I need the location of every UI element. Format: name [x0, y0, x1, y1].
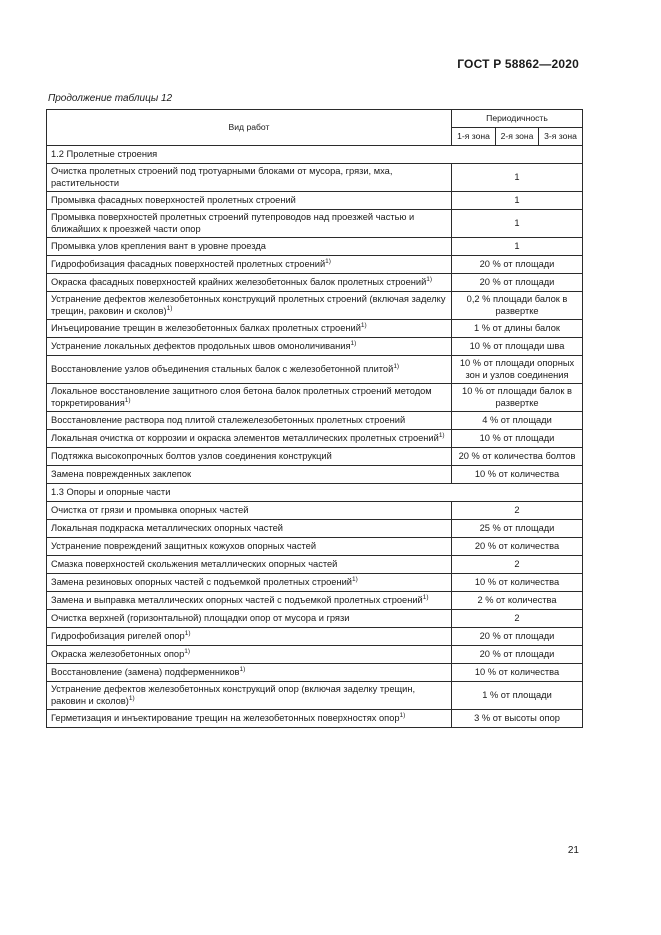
work-cell [47, 192, 452, 210]
work-text: Окраска железобетонных опор [51, 648, 185, 659]
periodicity-cell: 20 % от количества болтов [452, 448, 583, 466]
periodicity-cell: 20 % от площади [452, 274, 583, 292]
periodicity-cell: 25 % от площади [452, 520, 583, 538]
column-header-work: Вид работ [47, 110, 452, 146]
periodicity-cell: 2 [452, 502, 583, 520]
work-text: Гидрофобизация фасадных поверхностей пролетных строений [51, 258, 326, 269]
table-row [47, 520, 583, 538]
periodicity-cell: 10 % от площади опорных зон и узлов соединения [452, 356, 583, 384]
work-text: Восстановление узлов объединения стальных балок с железобетонной плитой [51, 363, 394, 374]
work-text: Промывка фасадных поверхностей пролетных строений [51, 194, 296, 205]
footnote-marker: 1) [184, 647, 191, 655]
periodicity-cell: 10 % от количества [452, 574, 583, 592]
work-cell [47, 646, 452, 664]
table-row [47, 338, 583, 356]
work-cell [47, 448, 452, 466]
footnote-marker: 1) [128, 694, 135, 702]
work-cell [47, 338, 452, 356]
work-cell [47, 664, 452, 682]
work-cell [47, 238, 452, 256]
periodicity-cell: 1 [452, 210, 583, 238]
periodicity-cell: 1 % от площади [452, 682, 583, 710]
work-text: Устранение дефектов железобетонных конструкций пролетных строений (включая заделку трещин, раковин и сколов) [51, 294, 446, 316]
work-text: Замена и выправка металлических опорных частей с подъемкой пролетных строений [51, 594, 423, 605]
table-row [47, 448, 583, 466]
work-text: Восстановление раствора под плитой сталежелезобетонных пролетных строений [51, 414, 406, 425]
footnote-marker: 1) [239, 665, 246, 673]
table-row [47, 466, 583, 484]
table-row [47, 192, 583, 210]
column-header-zone-2: 2-я зона [496, 128, 539, 146]
work-cell [47, 356, 452, 384]
periodicity-cell: 20 % от количества [452, 538, 583, 556]
work-text: Восстановление (замена) подферменников [51, 666, 240, 677]
footnote-marker: 1) [350, 339, 357, 347]
work-text: Герметизация и инъектирование трещин на железобетонных поверхностях опор [51, 712, 400, 723]
work-text: Устранение повреждений защитных кожухов опорных частей [51, 540, 317, 551]
footnote-marker: 1) [426, 275, 433, 283]
work-text: Инъецирование трещин в железобетонных балках пролетных строений [51, 322, 361, 333]
periodicity-cell: 2 [452, 556, 583, 574]
periodicity-cell: 10 % от площади шва [452, 338, 583, 356]
table-row [47, 274, 583, 292]
periodicity-cell: 0,2 % площади балок в развертке [452, 292, 583, 320]
work-text: Замена резиновых опорных частей с подъемкой пролетных строений [51, 576, 352, 587]
work-text: Окраска фасадных поверхностей крайних железобетонных балок пролетных строений [51, 276, 427, 287]
periodicity-cell: 1 [452, 238, 583, 256]
table-row [47, 502, 583, 520]
work-cell [47, 710, 452, 728]
document-code: ГОСТ Р 58862—2020 [457, 57, 579, 71]
periodicity-cell: 10 % от количества [452, 664, 583, 682]
work-text: Устранение дефектов железобетонных конструкций опор (включая заделку трещин, раковин и сколов) [51, 684, 416, 706]
table-row [47, 320, 583, 338]
periodicity-cell: 4 % от площади [452, 412, 583, 430]
section-row [47, 484, 583, 502]
work-cell [47, 628, 452, 646]
table-row [47, 646, 583, 664]
work-text: Смазка поверхностей скольжения металлических опорных частей [51, 558, 338, 569]
work-text: Замена поврежденных заклепок [51, 468, 192, 479]
work-text: Локальная подкраска металлических опорных частей [51, 522, 283, 533]
section-title: 1.2 Пролетные строения [47, 146, 583, 164]
work-cell [47, 412, 452, 430]
footnote-marker: 1) [438, 431, 445, 439]
work-cell [47, 592, 452, 610]
periodicity-cell: 2 [452, 610, 583, 628]
work-cell [47, 384, 452, 412]
work-cell [47, 274, 452, 292]
page-number: 21 [567, 845, 579, 856]
table-row [47, 292, 583, 320]
column-header-periodicity: Периодичность [452, 110, 583, 128]
work-cell [47, 520, 452, 538]
work-cell [47, 210, 452, 238]
work-text: Промывка улов крепления вант в уровне проезда [51, 240, 266, 251]
work-cell [47, 682, 452, 710]
footnote-marker: 1) [393, 362, 400, 370]
work-text: Подтяжка высокопрочных болтов узлов соединения конструкций [51, 450, 332, 461]
work-cell [47, 320, 452, 338]
work-cell [47, 502, 452, 520]
work-text: Гидрофобизация ригелей опор [51, 630, 185, 641]
work-text: Локальное восстановление защитного слоя бетона балок пролетных строений методом торкретирования [51, 386, 432, 408]
table-header-row [47, 110, 583, 128]
work-cell [47, 466, 452, 484]
section-title: 1.3 Опоры и опорные части [47, 484, 583, 502]
periodicity-cell: 1 % от длины балок [452, 320, 583, 338]
work-cell [47, 610, 452, 628]
table-row [47, 628, 583, 646]
table-row [47, 430, 583, 448]
table-row [47, 256, 583, 274]
work-cell [47, 430, 452, 448]
table-caption: Продолжение таблицы 12 [48, 93, 173, 104]
periodicity-cell: 10 % от площади балок в развертке [452, 384, 583, 412]
work-text: Очистка от грязи и промывка опорных частей [51, 504, 249, 515]
periodicity-cell: 10 % от площади [452, 430, 583, 448]
table-row [47, 210, 583, 238]
periodicity-cell: 2 % от количества [452, 592, 583, 610]
table-row [47, 384, 583, 412]
works-table-body [47, 110, 583, 728]
work-text: Промывка поверхностей пролетных строений путепроводов над проезжей частью и ближайших к проезжей части опор [51, 212, 415, 234]
table-row [47, 538, 583, 556]
footnote-marker: 1) [124, 396, 131, 404]
work-text: Очистка пролетных строений под тротуарными блоками от мусора, грязи, мха, растительности [51, 166, 393, 188]
work-cell [47, 256, 452, 274]
periodicity-cell: 10 % от количества [452, 466, 583, 484]
table-row [47, 238, 583, 256]
footnote-marker: 1) [360, 321, 367, 329]
table-row [47, 556, 583, 574]
footnote-marker: 1) [325, 257, 331, 265]
column-header-zone-3: 3-я зона [539, 128, 583, 146]
table-row [47, 574, 583, 592]
footnote-marker: 1) [184, 629, 191, 637]
table-row [47, 664, 583, 682]
footnote-marker: 1) [166, 304, 173, 312]
table-row [47, 682, 583, 710]
table-row [47, 710, 583, 728]
work-text: Очистка верхней (горизонтальной) площадки опор от мусора и грязи [51, 612, 350, 623]
work-cell [47, 574, 452, 592]
periodicity-cell: 20 % от площади [452, 628, 583, 646]
work-cell [47, 164, 452, 192]
table-row [47, 610, 583, 628]
periodicity-cell: 20 % от площади [452, 646, 583, 664]
periodicity-cell: 1 [452, 164, 583, 192]
table-row [47, 412, 583, 430]
footnote-marker: 1) [422, 593, 429, 601]
work-cell [47, 292, 452, 320]
section-row [47, 146, 583, 164]
table-row [47, 592, 583, 610]
work-cell [47, 538, 452, 556]
work-cell [47, 556, 452, 574]
footnote-marker: 1) [352, 575, 358, 583]
periodicity-cell: 20 % от площади [452, 256, 583, 274]
footnote-marker: 1) [399, 711, 406, 719]
work-text: Устранение локальных дефектов продольных швов омоноличивания [51, 340, 351, 351]
column-header-zone-1: 1-я зона [452, 128, 496, 146]
table-row [47, 164, 583, 192]
work-text: Локальная очистка от коррозии и окраска элементов металлических пролетных строений [51, 432, 439, 443]
periodicity-cell: 1 [452, 192, 583, 210]
table-row [47, 356, 583, 384]
periodicity-cell: 3 % от высоты опор [452, 710, 583, 728]
works-table [46, 109, 583, 728]
